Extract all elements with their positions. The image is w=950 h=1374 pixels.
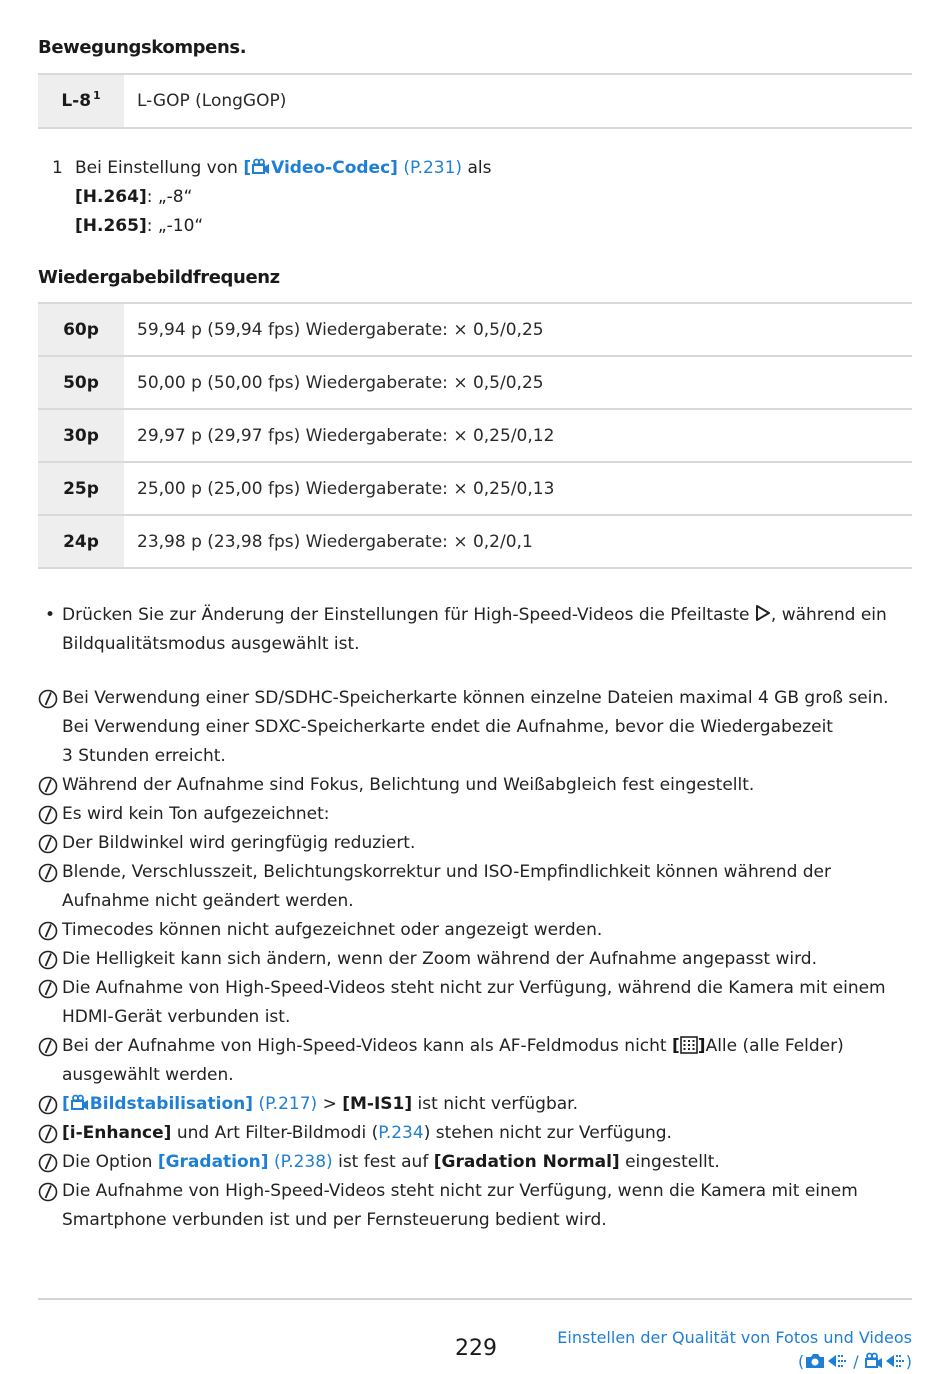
table-key-cell: 25p bbox=[38, 462, 124, 515]
caution-icon bbox=[38, 1124, 58, 1144]
gradation-link[interactable]: [Gradation] bbox=[157, 1152, 269, 1172]
table-value-cell: 25,00 p (25,00 fps) Wiedergaberate: × 0,25/0,13 bbox=[124, 462, 912, 515]
table-key-cell: 30p bbox=[38, 409, 124, 462]
bullet-dot: • bbox=[45, 605, 56, 625]
table-row bbox=[38, 409, 912, 462]
note-item: Bei der Aufnahme von High-Speed-Videos kann als AF-Feldmodus nicht [ ]Alle (alle Felder) ausgewählt werden. bbox=[38, 1032, 912, 1090]
photo-camera-icon bbox=[804, 1352, 826, 1370]
table-value-cell: L-GOP (LongGOP) bbox=[124, 74, 912, 128]
table-value-cell: 23,98 p (23,98 fps) Wiedergaberate: × 0,2/0,1 bbox=[124, 515, 912, 568]
caution-icon bbox=[38, 1182, 58, 1202]
caution-icon bbox=[38, 950, 58, 970]
footnote-line-1 bbox=[52, 154, 491, 183]
note-item: Blende, Verschlusszeit, Belichtungskorrektur und ISO-Empfindlichkeit können während der Aufnahme nicht geändert werden. bbox=[38, 858, 912, 916]
note-item: Während der Aufnahme sind Fokus, Belichtung und Weißabgleich fest eingestellt. bbox=[38, 771, 912, 800]
caution-icon bbox=[38, 921, 58, 941]
caution-icon bbox=[38, 776, 58, 796]
notes-list bbox=[38, 684, 912, 1235]
note-item: [ Bildstabilisation] (P.217) > [M-IS1] ist nicht verfügbar. bbox=[38, 1090, 912, 1119]
footnote bbox=[52, 154, 491, 241]
section-heading-playback-frame-rate: Wiedergabebildfrequenz bbox=[38, 267, 280, 288]
bullet-text: , während ein bbox=[770, 605, 887, 625]
caution-icon bbox=[38, 863, 58, 883]
caution-icon bbox=[38, 1153, 58, 1173]
note-item: Timecodes können nicht aufgezeichnet oder angezeigt werden. bbox=[38, 916, 912, 945]
footnote-line-h264 bbox=[52, 183, 491, 212]
bullet-text: Bildqualitätsmodus ausgewählt ist. bbox=[62, 634, 360, 654]
footnote-line-h265 bbox=[52, 212, 491, 241]
note-item: Die Helligkeit kann sich ändern, wenn der Zoom während der Aufnahme angepasst wird. bbox=[38, 945, 912, 974]
all-target-af-icon bbox=[680, 1036, 698, 1054]
row-key: L-8 bbox=[61, 91, 92, 111]
note-item: Die Option [Gradation] (P.238) ist fest auf [Gradation Normal] eingestellt. bbox=[38, 1148, 912, 1177]
arrow-right-key-icon bbox=[755, 604, 771, 622]
footnote-text: als bbox=[462, 158, 492, 178]
table-row bbox=[38, 462, 912, 515]
page-ref-link[interactable]: (P.217) bbox=[258, 1094, 318, 1114]
caution-icon bbox=[38, 834, 58, 854]
playback-frame-rate-table bbox=[38, 302, 912, 569]
section-heading-motion-compensation: Bewegungskompens. bbox=[38, 37, 247, 58]
caution-icon bbox=[38, 1095, 58, 1115]
table-row bbox=[38, 356, 912, 409]
bullet-text: Drücken Sie zur Änderung der Einstellungen für High-Speed-Videos die Pfeiltaste bbox=[62, 605, 755, 625]
page-number: 229 bbox=[455, 1336, 497, 1361]
chapter-icons: ( / ) bbox=[797, 1352, 912, 1371]
note-item: Die Aufnahme von High-Speed-Videos steht nicht zur Verfügung, während die Kamera mit einem HDMI-Gerät verbunden ist. bbox=[38, 974, 912, 1032]
video-codec-link[interactable]: [ Video-Codec] bbox=[243, 158, 398, 178]
table-value-cell: 59,94 p (59,94 fps) Wiedergaberate: × 0,5/0,25 bbox=[124, 303, 912, 356]
table-value-cell: 29,97 p (29,97 fps) Wiedergaberate: × 0,25/0,12 bbox=[124, 409, 912, 462]
note-item: Die Aufnahme von High-Speed-Videos steht nicht zur Verfügung, wenn die Kamera mit einem Smartphone verbunden ist und per Fernsteuerung bedient wird. bbox=[38, 1177, 912, 1235]
chapter-title: Einstellen der Qualität von Fotos und Videos bbox=[557, 1328, 912, 1347]
table-key-cell: 50p bbox=[38, 356, 124, 409]
footnote-number: 1 bbox=[52, 158, 63, 178]
image-stabilisation-link[interactable]: [ Bildstabilisation] bbox=[62, 1094, 254, 1114]
note-item: [i-Enhance] und Art Filter-Bildmodi (P.234) stehen nicht zur Verfügung. bbox=[38, 1119, 912, 1148]
table-key-cell bbox=[38, 74, 124, 128]
h264-value: : „-8“ bbox=[146, 187, 193, 207]
movie-camera-icon bbox=[70, 1094, 90, 1112]
quality-settings-icon bbox=[884, 1352, 906, 1370]
table-value-cell: 50,00 p (50,00 fps) Wiedergaberate: × 0,5/0,25 bbox=[124, 356, 912, 409]
footer-divider bbox=[38, 1298, 912, 1300]
h264-label: [H.264] bbox=[75, 187, 147, 207]
table-row bbox=[38, 303, 912, 356]
note-item: Bei Verwendung einer SD/SDHC-Speicherkarte können einzelne Dateien maximal 4 GB groß sein. Bei Verwendung einer SDXC-Speicherkarte endet die Aufnahme, bevor die Wiedergabezeit 3 Stunden erreicht. bbox=[38, 684, 912, 771]
footnote-marker: 1 bbox=[93, 89, 101, 102]
movie-camera-icon bbox=[864, 1352, 884, 1370]
movie-camera-icon bbox=[251, 158, 271, 176]
h265-label: [H.265] bbox=[75, 216, 147, 236]
page-ref-link[interactable]: (P.231) bbox=[403, 158, 463, 178]
page-ref-link[interactable]: P.234 bbox=[378, 1123, 424, 1143]
table-row bbox=[38, 515, 912, 568]
table-key-cell: 24p bbox=[38, 515, 124, 568]
h265-value: : „-10“ bbox=[146, 216, 204, 236]
table-key-cell: 60p bbox=[38, 303, 124, 356]
footnote-text: Bei Einstellung von bbox=[75, 158, 244, 178]
motion-compensation-table bbox=[38, 73, 912, 129]
bullet-item bbox=[45, 601, 905, 659]
page-ref-link[interactable]: (P.238) bbox=[273, 1152, 333, 1172]
note-item: Es wird kein Ton aufgezeichnet: bbox=[38, 800, 912, 829]
caution-icon bbox=[38, 689, 58, 709]
caution-icon bbox=[38, 979, 58, 999]
quality-settings-icon bbox=[826, 1352, 848, 1370]
caution-icon bbox=[38, 1037, 58, 1057]
chapter-title-link[interactable] bbox=[557, 1326, 912, 1374]
note-item: Der Bildwinkel wird geringfügig reduziert. bbox=[38, 829, 912, 858]
caution-icon bbox=[38, 805, 58, 825]
table-row bbox=[38, 74, 912, 128]
